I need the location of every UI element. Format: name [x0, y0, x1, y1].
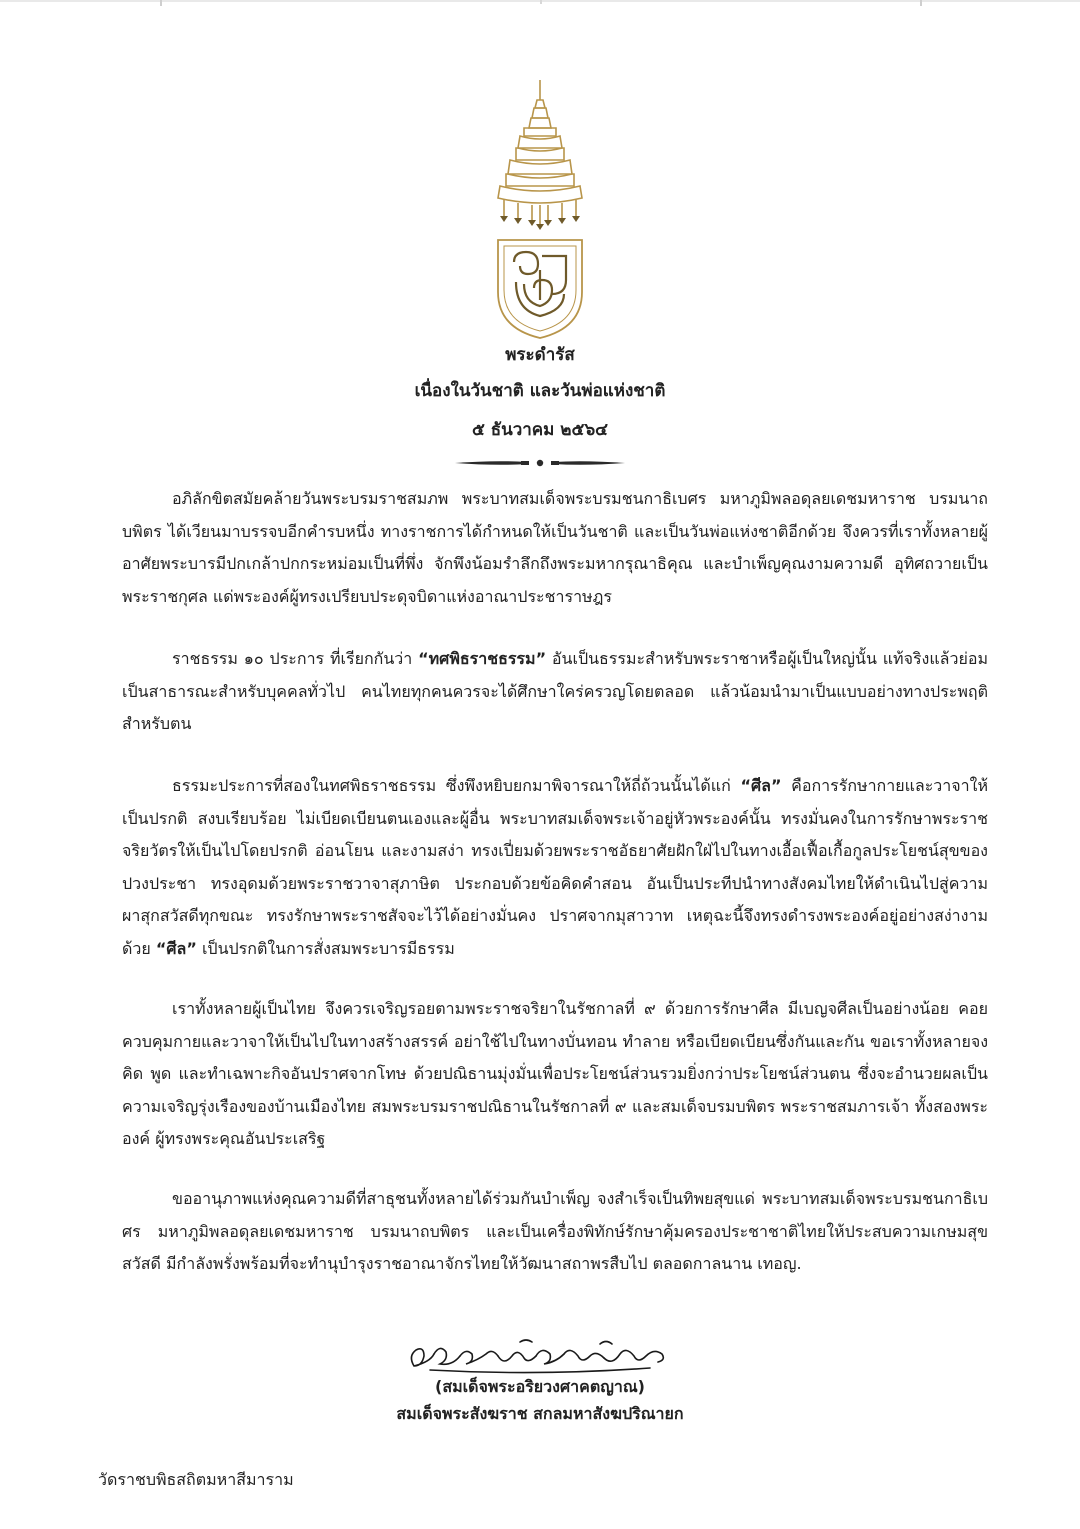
scan-edge-mark [0, 0, 1080, 6]
handwritten-signature-icon [400, 1336, 680, 1376]
paragraph-3-text [122, 770, 988, 965]
document-date: ๕ ธันวาคม ๒๕๖๔ [471, 420, 609, 440]
paragraph-2-rest: อันเป็นธรรมะสำหรับพระราชาหรือผู้เป็นใหญ่นั้น แท้จริงแล้วย่อมเป็นสาธารณะสำหรับบุคคลทั่วไป คนไทยทุกคนควรจะได้ศึกษาใคร่ครวญโดยตลอด แล้วน้อมนำมาเป็นแบบอย่างทางประพฤติสำหรับตน [122, 649, 988, 733]
signature-block [360, 1336, 720, 1428]
signer-name: (สมเด็จพระอริยวงศาคตญาณ) [435, 1377, 645, 1396]
paragraph-5-text: ขออานุภาพแห่งคุณความดีที่สาธุชนทั้งหลายได้ร่วมกันบำเพ็ญ จงสำเร็จเป็นทิพยสุขแด่ พระบาทสมเด็จพระบรมชนกาธิเบศร มหาภูมิพลอดุลยเดชมหาราช บรมนาถบพิตร และเป็นเครื่องพิทักษ์รักษาคุ้มครองประชาชาติไทยให้ประสบความเกษมสุขสวัสดี มีกำลังพรั่งพร้อมที่จะทำนุบำรุงราชอาณาจักรไทยให้วัฒนาสถาพรสืบไป ตลอดกาลนาน เทอญ. [122, 1189, 988, 1273]
paragraph-3-middle: คือการรักษากายและวาจาให้เป็นปรกติ สงบเรียบร้อย ไม่เบียดเบียนตนเองและผู้อื่น พระบาทสมเด็จพระเจ้าอยู่หัวพระองค์นั้น ทรงมั่นคงในการรักษาพระราชจริยวัตรให้เป็นไปโดยปรกติ อ่อนโยน และงามสง่า ทรงเปี่ยมด้วยพระราชอัธยาศัยฝักใฝ่ไปในทางเอื้อเฟื้อเกื้อกูลประโยชน์สุขของปวงประชา ทรงอุดมด้วยพระราชวาจาสุภาษิต ประกอบด้วยข้อคิดคำสอน อันเป็นประทีปนำทางสังคมไทยให้ดำเนินไปสู่ความผาสุกสวัสดีทุกขณะ ทรงรักษาพระราชสัจจะไว้ได้อย่างมั่นคง ปราศจากมุสาวาท เหตุฉะนี้จึงทรงดำรงพระองค์อยู่อย่างสง่างามด้วย [122, 776, 988, 958]
paragraph-3-lead: ธรรมะประการที่สองในทศพิธราชธรรม ซึ่งพึงหยิบยกมาพิจารณาให้ถี่ถ้วนนั้นได้แก่ [172, 776, 731, 795]
footer-place: วัดราชบพิธสถิตมหาสีมาราม [98, 1470, 294, 1489]
divider-ornament-icon [455, 455, 625, 471]
paragraph-3-rest: เป็นปรกติในการสั่งสมพระบารมีธรรม [201, 938, 455, 958]
document-title: พระดำรัส [505, 345, 575, 365]
emphasis-sila-1: “ศีล” [740, 776, 782, 795]
paragraph-1 [122, 483, 988, 613]
emphasis-tosapit: “ทศพิธราชธรรม” [418, 649, 547, 668]
paragraph-3 [122, 770, 988, 965]
paragraph-2-lead: ราชธรรม ๑๐ ประการ ที่เรียกกันว่า [172, 649, 413, 668]
paragraph-1-text: อภิลักขิตสมัยคล้ายวันพระบรมราชสมภพ พระบาทสมเด็จพระบรมชนกาธิเบศร มหาภูมิพลอดุลยเดชมหาราช บรมนาถบพิตร ได้เวียนมาบรรจบอีกคำรบหนึ่ง ทางราชการได้กำหนดให้เป็นวันชาติ และเป็นวันพ่อแห่งชาติอีกด้วย จึงควรที่เราทั้งหลายผู้อาศัยพระบารมีปกเกล้าปกกระหม่อมเป็นที่พึ่ง จักพึงน้อมรำลึกถึงพระมหากรุณาธิคุณ และบำเพ็ญคุณงามความดี อุทิศถวายเป็นพระราชกุศล แด่พระองค์ผู้ทรงเปรียบประดุจบิดาแห่งอาณาประชาราษฎร [122, 489, 988, 606]
paragraph-5 [122, 1183, 988, 1281]
paragraph-4-text: เราทั้งหลายผู้เป็นไทย จึงควรเจริญรอยตามพระราชจริยาในรัชกาลที่ ๙ ด้วยการรักษาศีล มีเบญจศีลเป็นอย่างน้อย คอยควบคุมกายและวาจาให้เป็นไปในทางสร้างสรรค์ อย่าใช้ไปในทางบั่นทอน ทำลาย หรือเบียดเบียนซึ่งกันและกัน ขอเราทั้งหลายจงคิด พูด และทำเฉพาะกิจอันปราศจากโทษ ด้วยปณิธานมุ่งมั่นเพื่อประโยชน์ส่วนรวมยิ่งกว่าประโยชน์ส่วนตน ซึ่งจะอำนวยผลเป็นความเจริญรุ่งเรืองของบ้านเมืองไทย สมพระบรมราชปณิธานในรัชกาลที่ ๙ และสมเด็จบรมบพิตร พระราชสมภารเจ้า ทั้งสองพระองค์ ผู้ทรงพระคุณอันประเสริฐ [122, 999, 989, 1148]
document-subtitle: เนื่องในวันชาติ และวันพ่อแห่งชาติ [414, 381, 666, 401]
paragraph-2-text [122, 643, 988, 741]
signer-title: สมเด็จพระสังฆราช สกลมหาสังฆปริณายก [396, 1404, 684, 1423]
royal-emblem-icon [490, 80, 590, 342]
paragraph-4 [122, 993, 988, 1156]
emphasis-sila-2: “ศีล” [155, 938, 197, 958]
paragraph-2 [122, 643, 988, 741]
